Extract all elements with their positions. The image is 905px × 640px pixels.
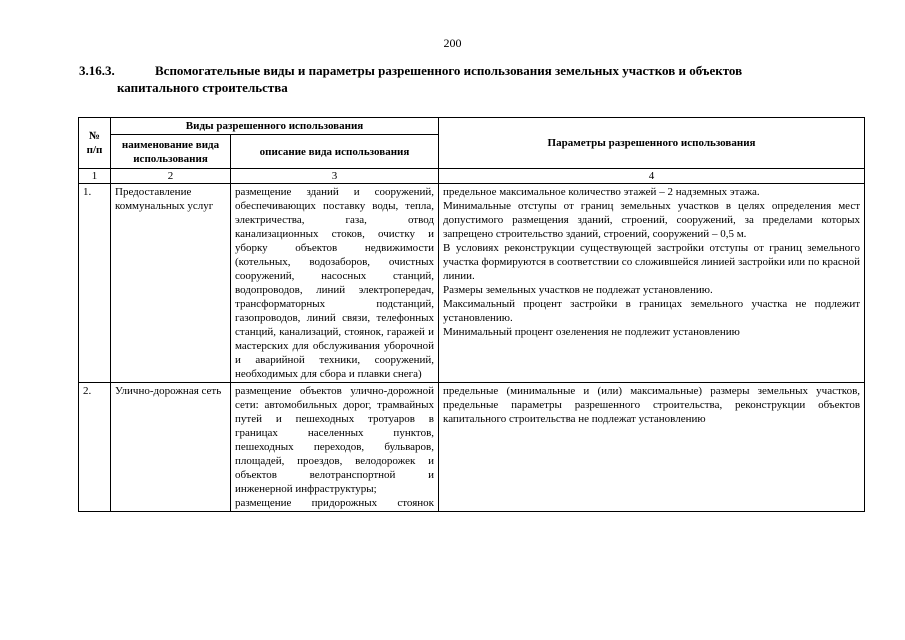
column-index: 4 [439,169,865,184]
section-number: 3.16.3. [79,63,115,78]
header-params: Параметры разрешенного использования [439,118,865,169]
param-line: предельное максимальное количество этажей – 2 надземных этажа. [443,186,760,198]
column-index: 1 [79,169,111,184]
column-index: 2 [111,169,231,184]
table-row [79,184,865,383]
section-title-line2: капитального строительства [117,80,288,95]
param-line: предельные (минимальные и (или) максимальные) размеры земельных участков, предельные параметры разрешенного строительства, реконструкции объектов капитального строительства не подлежат установлению [443,385,861,425]
row-number: 1. [79,184,111,383]
table-row [79,383,865,512]
param-line: Минимальный процент озеленения не подлежит установлению [443,326,740,338]
param-line: Размеры земельных участков не подлежат установлению. [443,284,713,296]
param-line: Максимальный процент застройки в границах земельного участка не подлежит установлению. [443,298,861,324]
param-line: В условиях реконструкции существующей застройки отступы от границ земельного участка формируются в соответствии со сложившейся линией застройки или по красной линии. [443,242,861,282]
description-tail: размещение придорожных стоянок [235,497,435,509]
use-name: Улично-дорожная сеть [111,383,231,512]
land-use-table [78,117,865,512]
header-use-types: Виды разрешенного использования [111,118,439,135]
use-description: размещение зданий и сооружений, обеспечивающих поставку воды, тепла, электричества, газа, отвод канализационных стоков, очистку и уборку объектов недвижимости (котельных, водозаборов, очистных сооружений, насосных станций, водопроводов, линий электропередач, трансформаторных подстанций, газопроводов, линий связи, телефонных станций, канализаций, стоянок, гаражей и мастерских для обслуживания уборочной и аварийной техники, сооружений, необходимых для сбора и плавки снега) [231,184,439,383]
param-line: Минимальные отступы от границ земельных участков в целях определения мест допустимого размещения зданий, строений, сооружений, за пределами которых запрещено строительство зданий, строений, сооружений – 0,5 м. [443,200,861,240]
section-heading [79,62,849,96]
column-index-row [79,169,865,184]
column-index: 3 [231,169,439,184]
section-title-line1: Вспомогательные виды и параметры разрешенного использования земельных участков и объектов [155,63,743,78]
description-text: размещение объектов улично-дорожной сети: автомобильных дорог, трамвайных путей и пешеходных тротуаров в границах населенных пунктов, пешеходных переходов, бульваров, площадей, проездов, велодорожек и объектов велотранспортной и инженерной инфраструктуры; [235,385,435,495]
section-title [117,62,849,96]
header-num: № п/п [79,118,111,169]
use-params [439,184,865,383]
page-number: 200 [443,36,462,50]
row-number: 2. [79,383,111,512]
use-name: Предоставление коммунальных услуг [111,184,231,383]
header-use-name: наименование вида использования [111,135,231,169]
header-use-description: описание вида использования [231,135,439,169]
use-params [439,383,865,512]
use-description [231,383,439,512]
